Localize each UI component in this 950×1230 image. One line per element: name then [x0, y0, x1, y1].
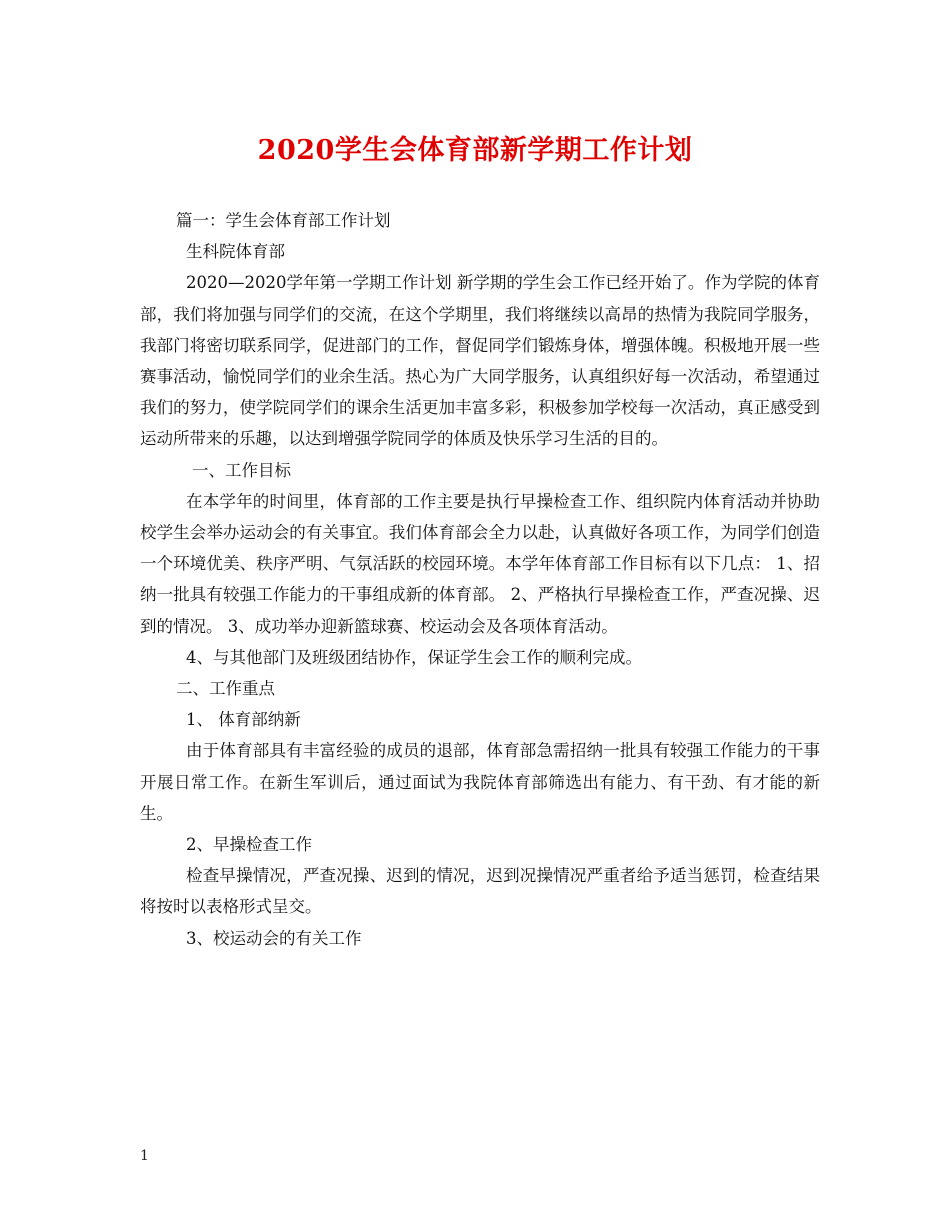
paragraph-goal-4: 4、与其他部门及班级团结协作，保证学生会工作的顺利完成。: [186, 647, 642, 667]
subheading-sports-meet: 3、校运动会的有关工作: [186, 928, 362, 948]
paragraph-morning-exercise: 检查早操情况，严查况操、迟到的情况，迟到况操情况严重者给予适当惩罚，检查结果将按时以表格形式呈交。: [140, 866, 820, 917]
section-heading-focus: 二、工作重点: [176, 679, 275, 699]
paragraph-article-heading: 篇一：学生会体育部工作计划: [176, 211, 391, 230]
section-heading-goals: 一、工作目标: [192, 460, 291, 480]
paragraph-goals: 在本学年的时间里，体育部的工作主要是执行早操检查工作、组织院内体育活动并协助校学生会举办运动会的有关事宜。我们体育部会全力以赴，认真做好各项工作，为同学们创造一个环境优美、秩序严明、气氛活跃的校园环境。本学年体育部工作目标有以下几点： 1、招纳一批具有较强工作能力的干事组成新的体育部。 2、严格执行早操检查工作，严查况操、迟到的情况。 3、成功举办迎新篮球赛、校运动会及各项体育活动。: [140, 491, 820, 636]
subheading-morning-exercise: 2、早操检查工作: [186, 835, 312, 855]
document-title: 2020学生会体育部新学期工作计划: [257, 135, 693, 166]
document-body: [140, 205, 820, 954]
page-number: 1: [140, 1148, 149, 1164]
paragraph-department: 生科院体育部: [186, 242, 285, 262]
subheading-recruitment: 1、 体育部纳新: [186, 710, 301, 730]
paragraph-intro: 2020—2020学年第一学期工作计划 新学期的学生会工作已经开始了。作为学院的体育部，我们将加强与同学们的交流，在这个学期里，我们将继续以高昂的热情为我院同学服务，我部门将密切联系同学，促进部门的工作，督促同学们锻炼身体，增强体魄。积极地开展一些赛事活动，愉悦同学们的业余生活。热心为广大同学服务，认真组织好每一次活动，希望通过我们的努力，使学院同学们的课余生活更加丰富多彩，积极参加学校每一次活动，真正感受到运动所带来的乐趣，以达到增强学院同学的体质及快乐学习生活的目的。: [140, 273, 820, 449]
paragraph-recruitment: 由于体育部具有丰富经验的成员的退部，体育部急需招纳一批具有较强工作能力的干事开展日常工作。在新生军训后，通过面试为我院体育部筛选出有能力、有干劲、有才能的新生。: [140, 741, 820, 823]
